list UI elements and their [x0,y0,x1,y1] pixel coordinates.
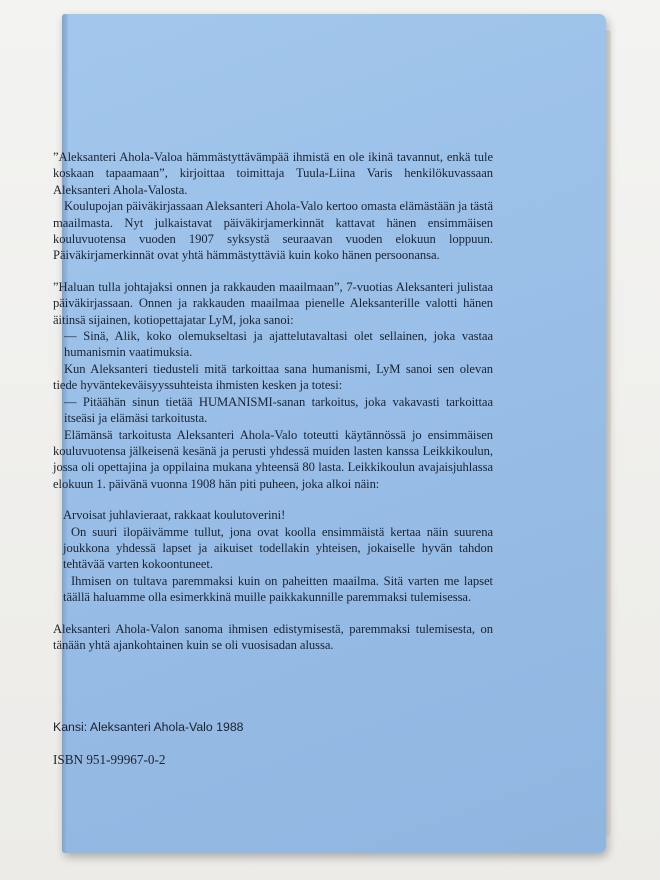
blurb-paragraph: Elämänsä tarkoitusta Aleksanteri Ahola-Valo toteutti käytännössä jo ensimmäisen kouluvuotensa jälkeisenä kesänä ja perusti yhdessä muiden lasten kanssa Leikkikoulun, jossa oli opettajina ja oppilaina mukana yhteensä 80 lasta. Leikkikoulun avajaisjuhlassa elokuun 1. päivänä vuonna 1908 hän piti puheen, joka alkoi näin: [53,427,493,491]
blurb-quote: — Sinä, Alik, koko olemukseltasi ja ajattelutavaltasi olet sellainen, joka vastaa humanismin vaatimuksia. [64,329,493,360]
cover-credit: Kansi: Aleksanteri Ahola-Valo 1988 [53,720,244,734]
blurb-quote: — Pitäähän sinun tietää HUMANISMI-sanan tarkoitus, joka vakavasti tarkoittaa itseäsi ja elämäsi tarkoitusta. [64,394,493,426]
speech-line: Ihmisen on tultava paremmaksi kuin on paheitten maailma. Sitä varten me lapset täällä haluamme olla esimerkkinä muille paikkakunnille paremmaksi tulemisessa. [63,573,493,605]
blurb-text [53,149,493,653]
closing-paragraph: Aleksanteri Ahola-Valon sanoma ihmisen edistymisestä, paremmaksi tulemisesta, on tänään yhtä ajankohtainen kuin se oli vuosisadan alussa. [53,621,493,652]
blurb-paragraph: ”Haluan tulla johtajaksi onnen ja rakkauden maailmaan”, 7-vuotias Aleksanteri julistaa päiväkirjassaan. Onnen ja rakkauden maailmaa pienelle Aleksanterille valotti hänen äitinsä sijainen, kotiopettajatar LyM, joka sanoi: [53,279,493,327]
speech-line: Arvoisat juhlavieraat, rakkaat koulutoverini! [63,508,286,523]
blurb-paragraph: ”Aleksanteri Ahola-Valoa hämmästyttävämpää ihmistä en ole ikinä tavannut, enkä tule koskaan tapaamaan”, kirjoittaa toimittaja Tuula-Liina Varis henkilökuvassaan Aleksanteri Ahola-Valosta. [53,150,493,197]
page-edges [606,30,611,836]
speech-line: On suuri ilopäivämme tullut, jona ovat koolla ensimmäistä kertaa näin suurena joukkona yhdessä lapset ja aikuiset todellakin yhteisen, jokaiselle hyvän tahdon tehtävää varten kokoontuneet. [63,524,493,572]
isbn: ISBN 951-99967-0-2 [53,752,166,767]
blurb-paragraph: Koulupojan päiväkirjassaan Aleksanteri Ahola-Valo kertoo omasta elämästään ja tästä maailmasta. Nyt julkaistavat päiväkirjamerkinnät kattavat hänen ensimmäisen kouluvuotensa vuoden 1907 syksystä seuraavan vuoden elokuun loppuun. Päiväkirjamerkinnät ovat yhtä hämmästyttäviä kuin koko hänen persoonansa. [53,199,493,263]
blurb-paragraph: Kun Aleksanteri tiedusteli mitä tarkoittaa sana humanismi, LyM sanoi sen olevan tiede hyväntekeväisyyssuhteista ihmisten kesken ja totesi: [53,361,493,393]
speech-excerpt [53,507,493,605]
